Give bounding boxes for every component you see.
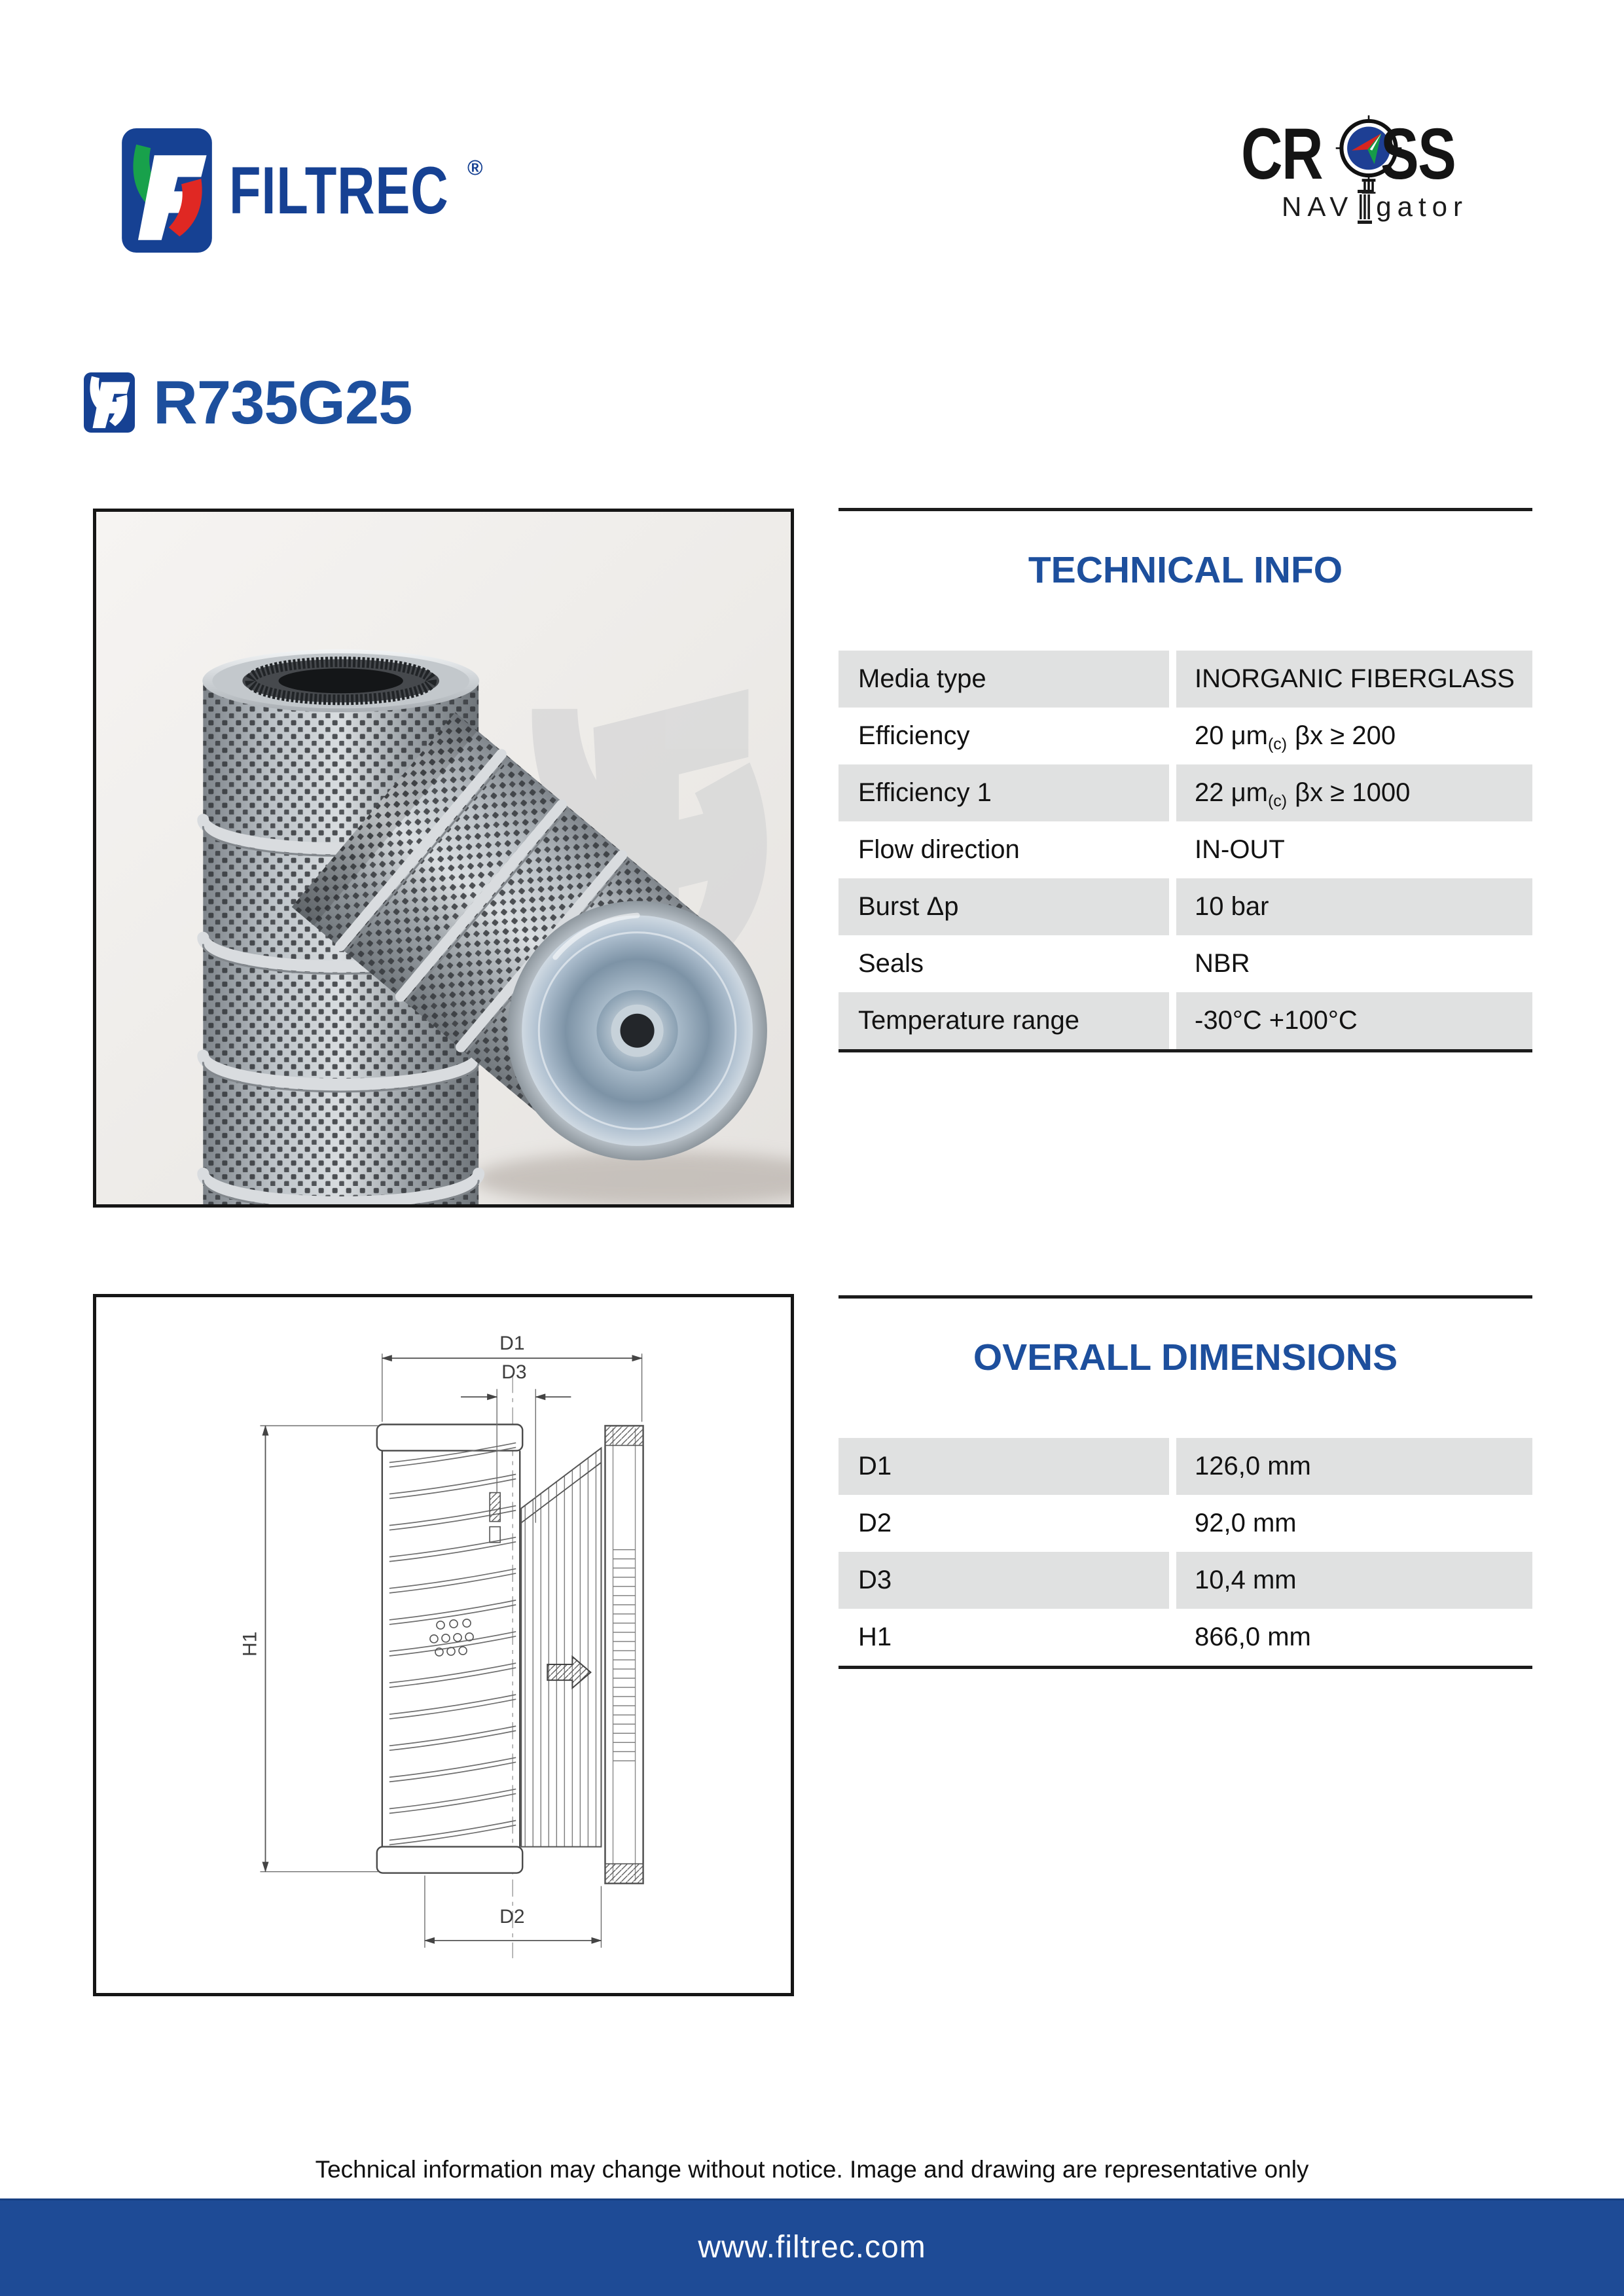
outer-shell-strip	[605, 1426, 643, 1883]
table-row	[839, 651, 1532, 708]
row-value: INORGANIC FIBERGLASS	[1176, 651, 1532, 708]
table-row	[839, 1495, 1532, 1552]
row-label: Burst Δp	[839, 878, 1169, 935]
dimension-drawing	[93, 1294, 794, 1996]
technical-info-section	[839, 508, 1532, 1052]
dim-label-h1: H1	[239, 1631, 261, 1657]
overall-dimensions-table	[839, 1438, 1532, 1669]
dim-label-d2: D2	[499, 1905, 525, 1928]
dimension-drawing-image	[96, 1297, 791, 1993]
row-value: 866,0 mm	[1195, 1623, 1311, 1651]
row-label: Seals	[858, 949, 924, 978]
technical-info-table	[839, 651, 1532, 1052]
overall-dimensions-section	[839, 1295, 1532, 1669]
roman-column-icon	[1358, 190, 1372, 224]
table-row	[839, 764, 1532, 821]
table-row	[839, 935, 1532, 992]
page-title: R735G25	[153, 368, 412, 437]
filtrec-wordmark: FILTREC	[229, 153, 449, 228]
cross-navigator-logo	[1241, 115, 1523, 224]
row-value: 20 μm $_{(c)}$ βx ≥ 200	[1195, 721, 1396, 753]
row-label: D2	[858, 1509, 892, 1537]
cross-logo-gator: gator	[1376, 191, 1468, 222]
row-value: -30°C +100°C	[1176, 992, 1532, 1049]
row-value: 22 μm $_{(c)}$ βx ≥ 1000	[1176, 764, 1532, 821]
table-row	[839, 1438, 1532, 1495]
table-row	[839, 821, 1532, 878]
registered-mark-icon: ®	[467, 156, 483, 179]
row-value: 126,0 mm	[1176, 1438, 1532, 1495]
table-row	[839, 1609, 1532, 1666]
cross-logo-line2	[1241, 190, 1523, 224]
filtrec-f-mark-icon	[84, 372, 135, 433]
cross-logo-ss: SS	[1380, 114, 1456, 194]
disclaimer-note: Technical information may change without notice. Image and drawing are representative only	[315, 2156, 1309, 2183]
row-value: IN-OUT	[1195, 835, 1285, 864]
product-photo	[93, 509, 794, 1208]
row-label: Flow direction	[858, 835, 1020, 864]
section-title: TECHNICAL INFO	[1028, 549, 1343, 591]
product-photo-image	[96, 512, 791, 1204]
row-label: Efficiency	[858, 721, 970, 750]
row-value: 92,0 mm	[1195, 1509, 1297, 1537]
row-label: Media type	[839, 651, 1169, 708]
row-label: Temperature range	[839, 992, 1169, 1049]
table-row	[839, 1552, 1532, 1609]
table-row	[839, 708, 1532, 764]
dim-label-d1: D1	[499, 1333, 525, 1355]
section-title: OVERALL DIMENSIONS	[973, 1336, 1398, 1378]
row-value: 10 bar	[1176, 878, 1532, 935]
row-label: D1	[839, 1438, 1169, 1495]
row-value: 10,4 mm	[1176, 1552, 1532, 1609]
dim-label-d3: D3	[501, 1361, 527, 1384]
table-row	[839, 878, 1532, 935]
filtrec-f-mark-icon	[122, 128, 212, 253]
website-link: www.filtrec.com	[698, 2230, 926, 2265]
row-label: D3	[839, 1552, 1169, 1609]
pleat-section	[521, 1448, 601, 1846]
table-row	[839, 992, 1532, 1049]
row-value: NBR	[1195, 949, 1250, 978]
cross-logo-line1	[1241, 115, 1523, 194]
cross-logo-cr: CR	[1241, 114, 1322, 194]
cross-logo-nav: NAV	[1282, 191, 1354, 222]
row-label: H1	[858, 1623, 892, 1651]
product-heading	[84, 368, 412, 437]
filtrec-logo	[122, 128, 483, 253]
step-detail	[490, 1493, 500, 1522]
row-label: Efficiency 1	[839, 764, 1169, 821]
footer-bar	[0, 2198, 1624, 2296]
